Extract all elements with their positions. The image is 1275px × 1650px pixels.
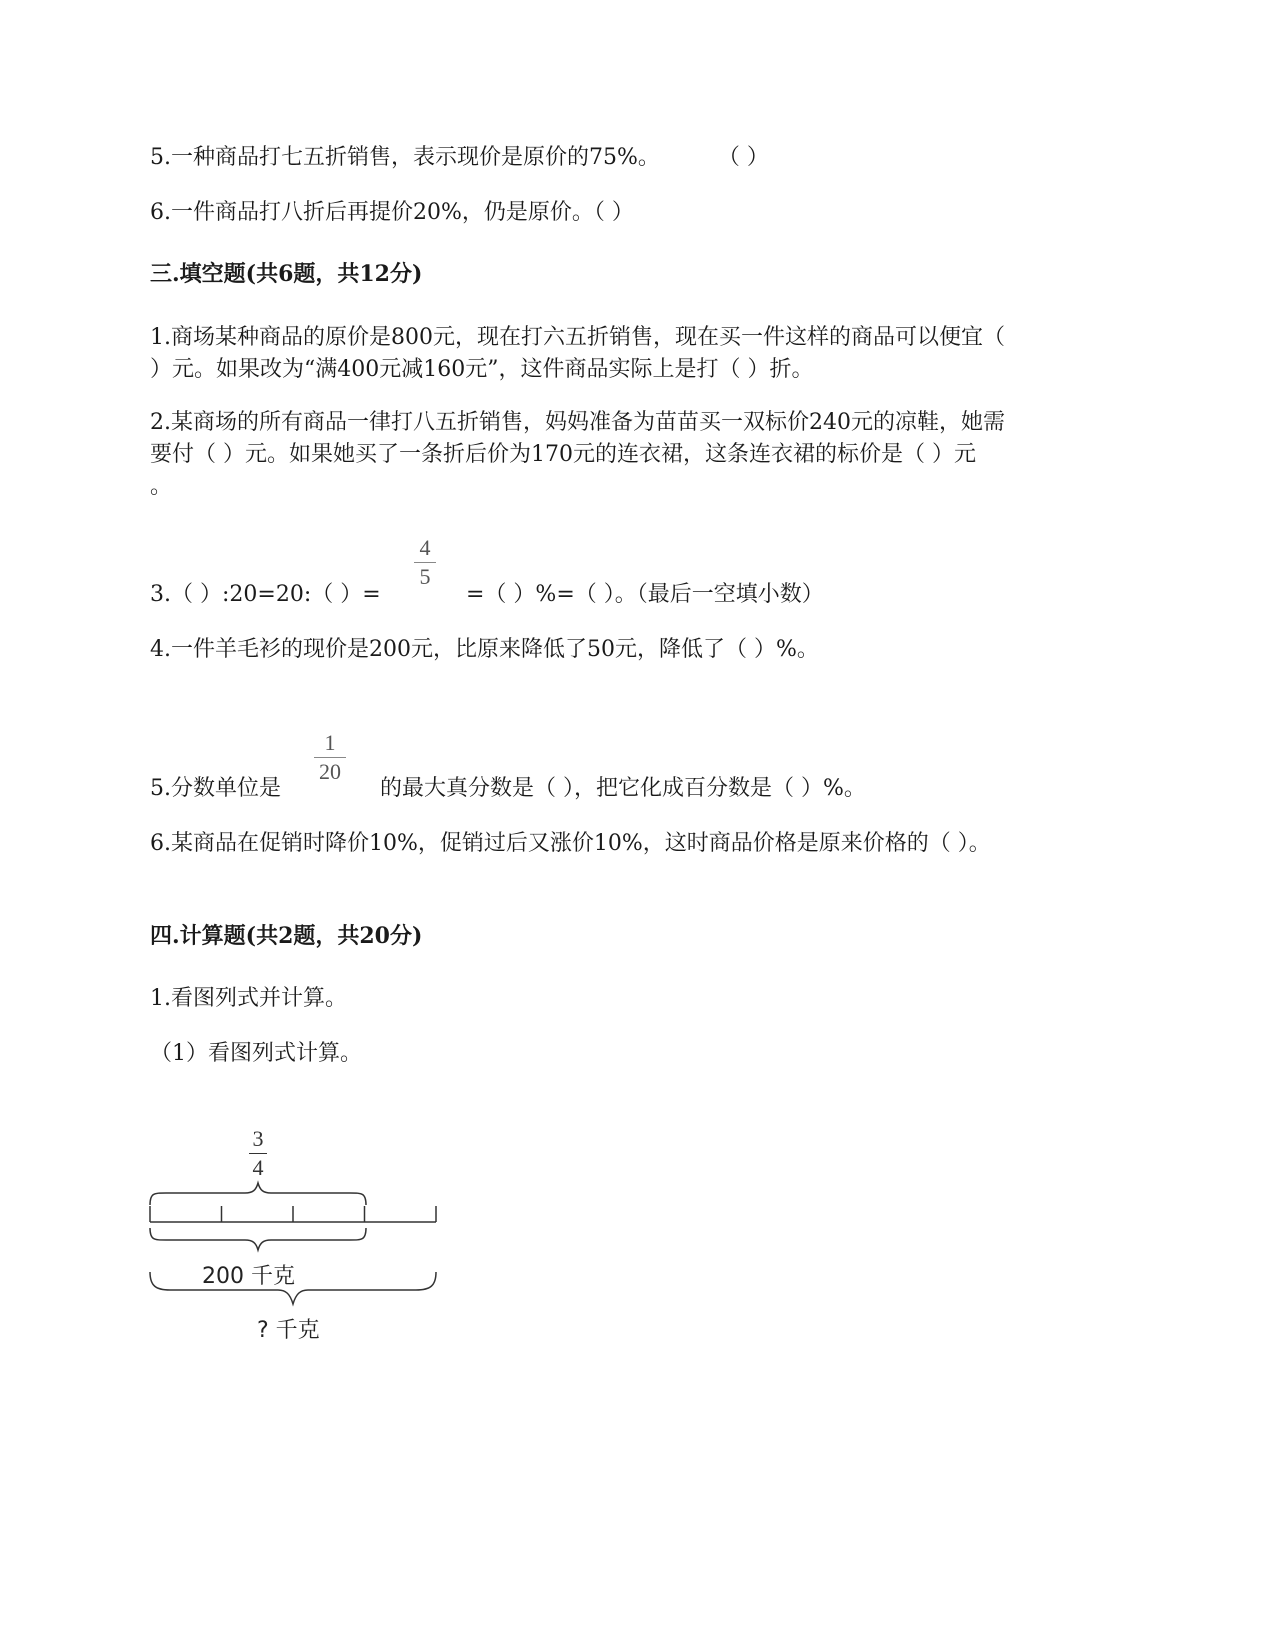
segment-ticks <box>150 1206 436 1222</box>
fraction-bar <box>414 562 436 563</box>
judgement-q5-text: 5.一种商品打七五折销售，表示现价是原价的75%。 <box>150 145 660 170</box>
fraction-denominator: 4 <box>252 1155 264 1180</box>
fill-q2-line2: 要付（ ）元。如果她买了一条折后价为170元的连衣裙，这条连衣裙的标价是（ ）元 <box>150 442 976 467</box>
fraction-denominator: 5 <box>419 564 431 589</box>
fill-q5-part1: 5.分数单位是 <box>150 776 281 801</box>
calc-q1: 1.看图列式并计算。 <box>150 986 347 1011</box>
judgement-q6: 6.一件商品打八折后再提价20%，仍是原价。（ ） <box>150 200 634 225</box>
fraction-bar <box>249 1153 267 1154</box>
fraction-numerator: 1 <box>324 730 336 755</box>
fill-q2-line3: 。 <box>150 474 173 499</box>
fill-q1-line2: ）元。如果改为“满400元减160元”，这件商品实际上是打（ ）折。 <box>150 357 814 382</box>
fraction-numerator: 4 <box>419 535 431 560</box>
fraction-one-twentieth <box>314 731 346 784</box>
top-brace <box>150 1183 366 1205</box>
section-heading-calc: 四.计算题(共2题，共20分) <box>150 923 423 949</box>
fraction-denominator: 20 <box>319 759 341 784</box>
fraction-bar <box>314 757 346 758</box>
fill-q4: 4.一件羊毛衫的现价是200元，比原来降低了50元，降低了（ ）%。 <box>150 637 819 662</box>
fill-q6: 6.某商品在促销时降价10%，促销过后又涨价10%，这时商品价格是原来价格的（ ）。 <box>150 831 991 856</box>
fraction-numerator: 3 <box>252 1126 264 1151</box>
part-brace <box>150 1228 366 1250</box>
fill-q2-line1: 2.某商场的所有商品一律打八五折销售，妈妈准备为苗苗买一双标价240元的凉鞋，她需 <box>150 410 1005 435</box>
diagram-fraction-three-quarters <box>249 1127 267 1180</box>
fill-q3-part1: 3.（ ）:20=20:（ ）= <box>150 582 381 607</box>
fraction-four-fifths <box>414 536 436 589</box>
bar-model-diagram <box>140 1180 460 1360</box>
fill-q3-part2: =（ ）%=（ ）。（最后一空填小数） <box>466 582 824 607</box>
fill-q1-line1: 1.商场某种商品的原价是800元，现在打六五折销售，现在买一件这样的商品可以便宜（ <box>150 325 1005 350</box>
total-label: ? 千克 <box>257 1318 320 1343</box>
judgement-q5-blank: （ ） <box>717 145 769 170</box>
judgement-q5 <box>150 142 769 174</box>
calc-q1-sub1: （1）看图列式计算。 <box>150 1041 362 1066</box>
fill-q5-part2: 的最大真分数是（ ），把它化成百分数是（ ）%。 <box>380 776 866 801</box>
section-heading-fill-in: 三.填空题(共6题，共12分) <box>150 261 423 287</box>
part-label: 200 千克 <box>202 1264 295 1289</box>
